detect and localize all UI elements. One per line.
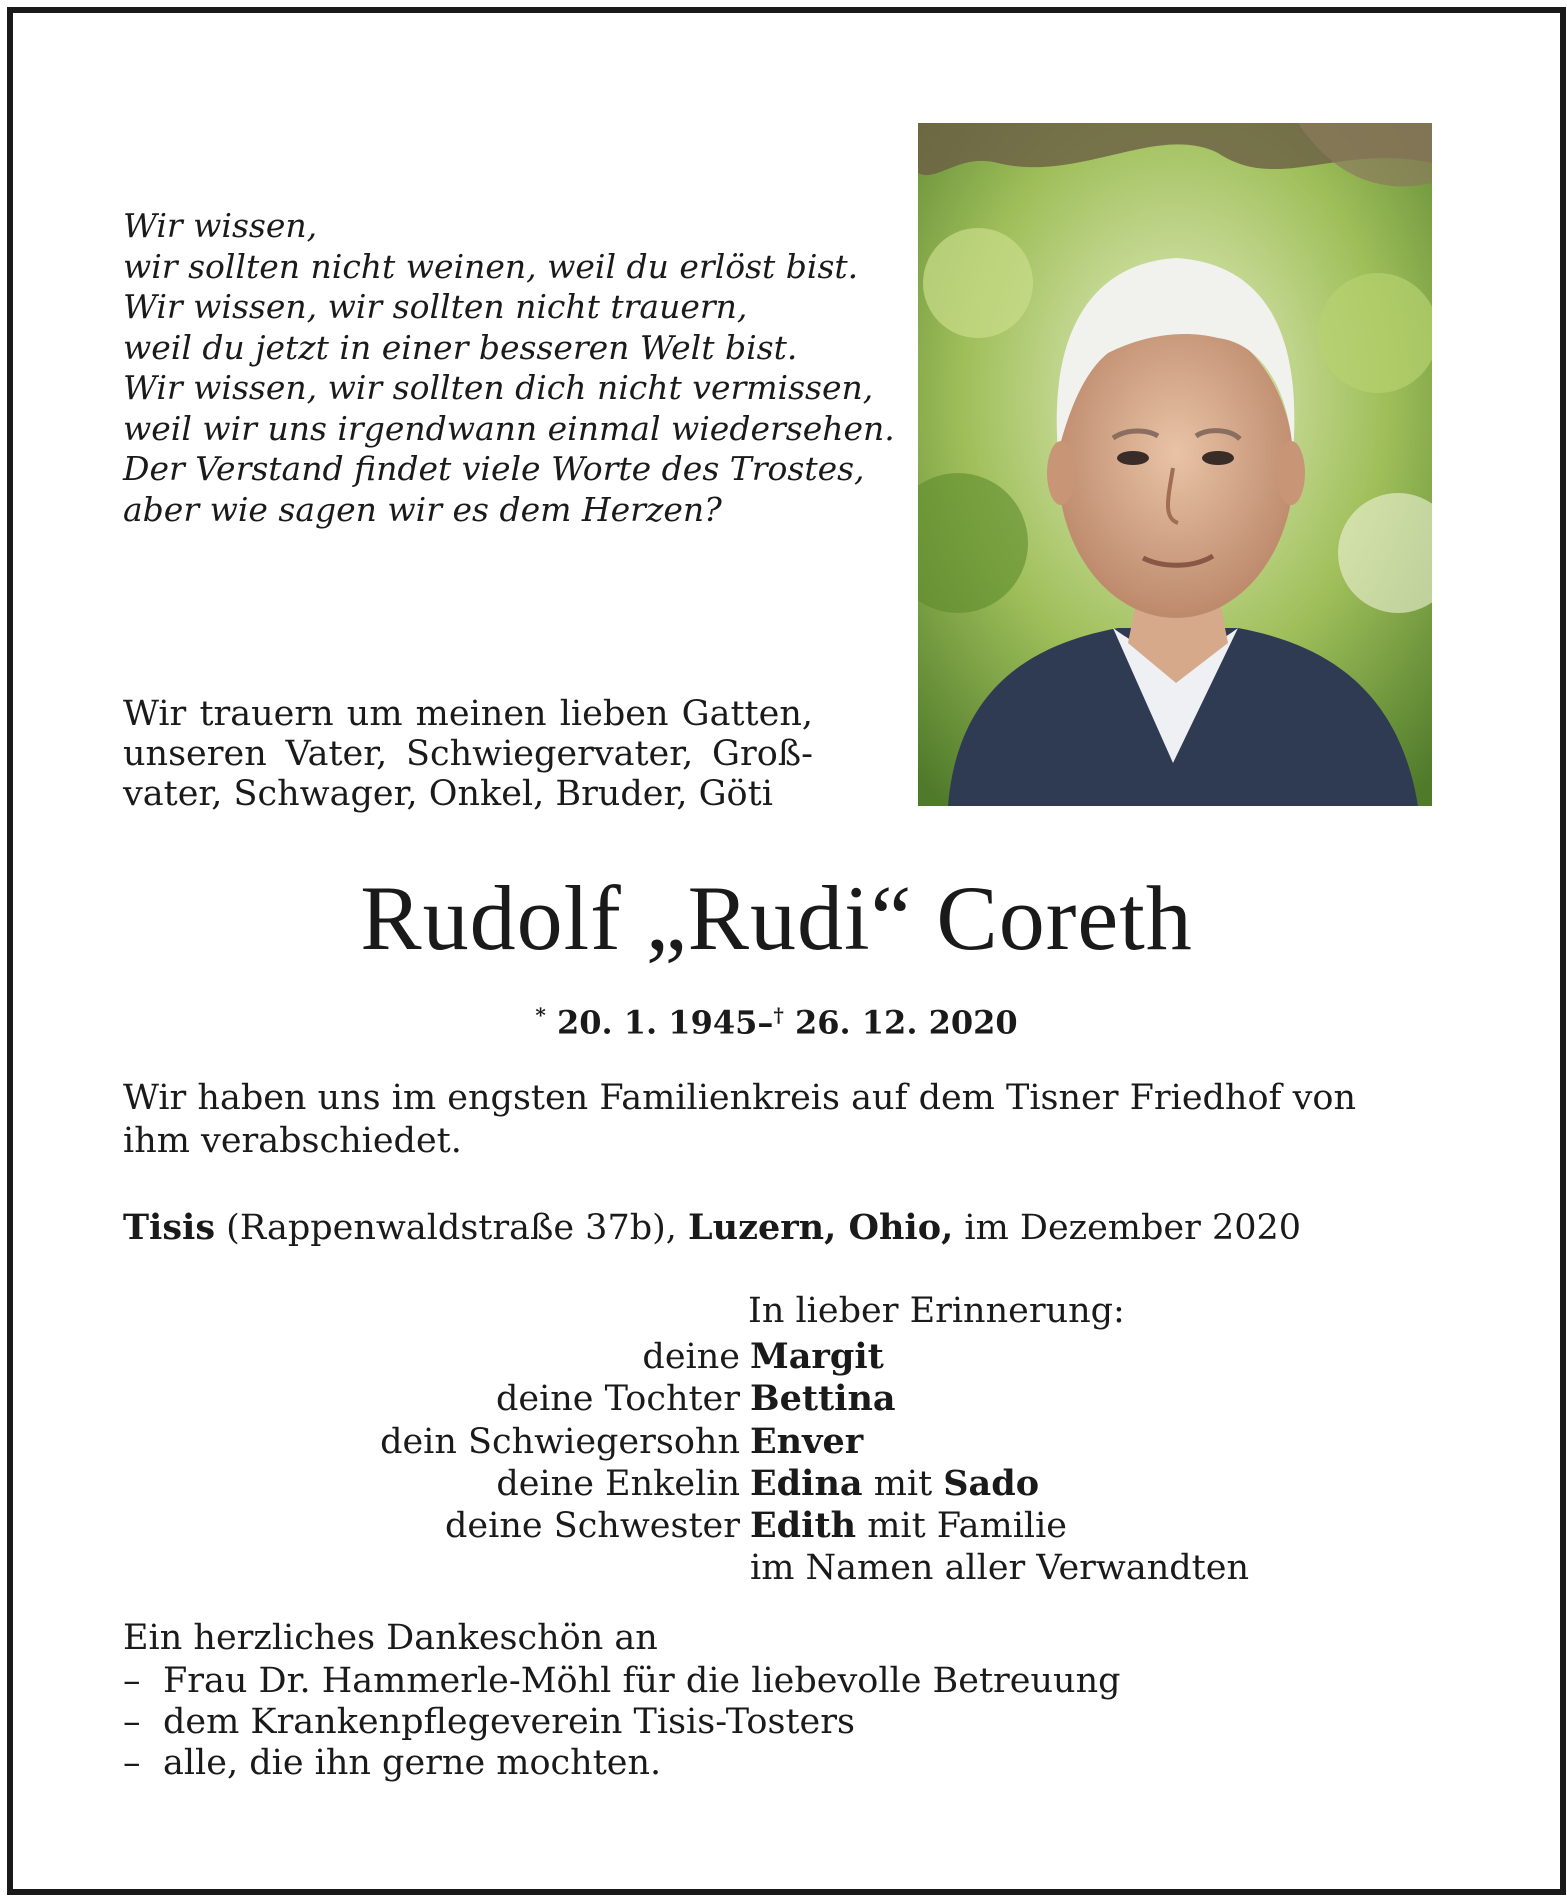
family-suffix: mit Familie — [856, 1506, 1068, 1547]
thanks-text: alle, die ihn gerne mochten. — [163, 1743, 662, 1783]
family-row — [123, 1421, 1423, 1463]
family-row — [123, 1505, 1423, 1547]
poem-line: Wir wissen, wir sollten nicht trauern, — [123, 287, 748, 326]
poem-line: weil wir uns irgendwann einmal wiedersehen. — [123, 408, 895, 448]
thanks-dash: – — [123, 1661, 141, 1701]
family-row — [123, 1336, 1423, 1378]
mourning-line: Wir trauern um meinen lieben Gatten, — [123, 694, 813, 734]
portrait-illustration — [918, 123, 1432, 806]
poem-line: Wir wissen, wir sollten dich nicht vermissen, — [123, 368, 874, 407]
family-row — [123, 1547, 1423, 1589]
death-symbol: † — [773, 1003, 784, 1027]
death-date: 26. 12. 2020 — [794, 1003, 1018, 1042]
deceased-name: Rudolf „Rudi“ Coreth — [360, 867, 1193, 969]
thanks-text: dem Krankenpflegeverein Tisis-Tosters — [163, 1702, 855, 1742]
poem — [123, 206, 895, 530]
thanks-item — [123, 1702, 1121, 1743]
date-separator: – — [757, 1003, 774, 1042]
place-address: (Rappenwaldstraße 37b), — [215, 1208, 689, 1248]
thanks-dash: – — [123, 1743, 141, 1783]
family-name: Margit — [750, 1336, 884, 1377]
family-relation: deine Enkelin — [496, 1463, 740, 1504]
place-others: Luzern, Ohio, — [688, 1207, 954, 1248]
family-name: Edina — [750, 1462, 863, 1504]
family-relation: dein Schwiegersohn — [380, 1421, 740, 1462]
family-name: Bettina — [750, 1378, 896, 1420]
family-name: Edith — [750, 1505, 857, 1547]
poem-line: Wir wissen, — [123, 206, 318, 245]
mourning-line: vater, Schwager, Onkel, Bruder, Göti — [123, 774, 773, 814]
place-line — [123, 1206, 1301, 1250]
thanks-heading: Ein herzliches Dankeschön an — [123, 1618, 658, 1658]
poem-line: wir sollten nicht weinen, weil du erlöst bist. — [123, 246, 859, 286]
thanks-text: Frau Dr. Hammerle-Möhl für die liebevolle Betreuung — [163, 1661, 1121, 1701]
thanks-dash: – — [123, 1702, 141, 1742]
poem-line: aber wie sagen wir es dem Herzen? — [123, 489, 722, 529]
place-date: im Dezember 2020 — [953, 1208, 1302, 1248]
birth-symbol: * — [535, 1003, 546, 1027]
family-list — [123, 1336, 1423, 1590]
thanks-item — [123, 1661, 1121, 1702]
mourning-line: unseren Vater, Schwiegervater, Groß- — [123, 734, 813, 774]
family-relation: deine Schwester — [445, 1506, 740, 1547]
family-row — [123, 1463, 1423, 1505]
thanks-item — [123, 1743, 1121, 1784]
family-name: Enver — [750, 1420, 864, 1462]
memory-heading: In lieber Erinnerung: — [748, 1291, 1125, 1331]
farewell-text: Wir haben uns im engsten Familienkreis auf dem Tisner Friedhof von ihm verabschiedet. — [123, 1078, 1357, 1161]
poem-line: Der Verstand findet viele Worte des Trostes, — [123, 449, 865, 488]
family-name-2: Sado — [943, 1462, 1040, 1504]
poem-line: weil du jetzt in einer besseren Welt bist. — [123, 327, 798, 367]
family-relation: deine — [642, 1337, 740, 1377]
place-town: Tisis — [123, 1207, 216, 1248]
birth-date: 20. 1. 1945 — [556, 1003, 758, 1042]
family-relation: deine Tochter — [495, 1379, 740, 1420]
portrait-photo — [918, 123, 1432, 806]
family-row — [123, 1378, 1423, 1420]
life-dates — [0, 995, 1553, 1043]
mourning-text — [123, 694, 813, 814]
family-suffix: mit — [862, 1463, 944, 1504]
thanks-list — [123, 1661, 1121, 1784]
family-relation — [123, 1547, 750, 1589]
family-suffix: im Namen aller Verwandten — [750, 1548, 1249, 1589]
